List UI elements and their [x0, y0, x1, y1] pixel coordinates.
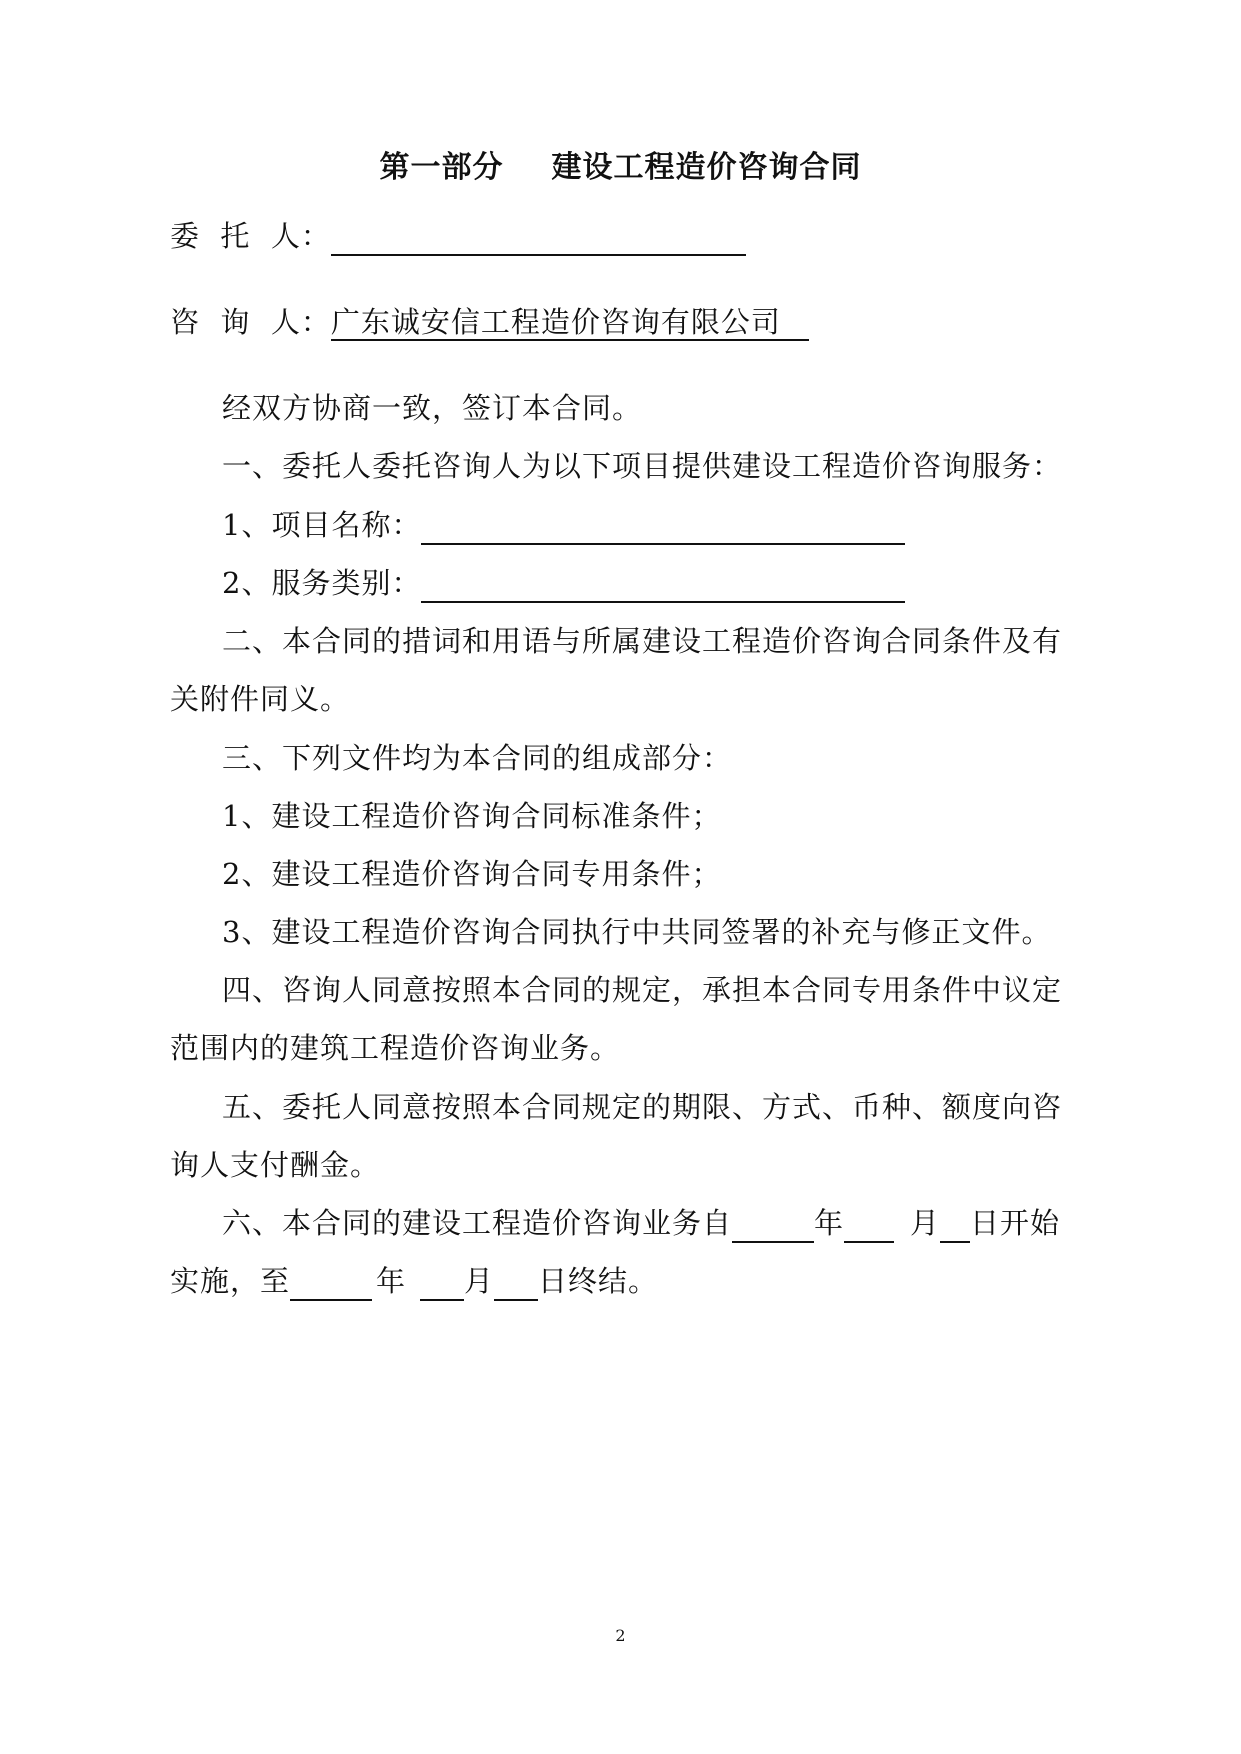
clause-1: 一、委托人委托咨询人为以下项目提供建设工程造价咨询服务： [222, 449, 1063, 483]
clause-6-line-2-prefix: 实施，至 [170, 1264, 291, 1298]
intro-text: 经双方协商一致，签订本合同。 [222, 391, 643, 425]
consultant-line [170, 302, 809, 342]
end-month-label: 月 [464, 1264, 495, 1298]
clause-6-prefix: 六、本合同的建设工程造价咨询业务自 [222, 1206, 733, 1240]
end-month-blank [420, 1271, 464, 1301]
clause-6-line-1 [222, 1203, 1060, 1243]
document-title [0, 142, 1241, 186]
clause-6-end-suffix: 日终结。 [538, 1264, 659, 1298]
end-year-label: 年 [376, 1264, 407, 1298]
end-day-blank [494, 1271, 538, 1301]
title-part: 第一部分 [379, 150, 504, 185]
clause-5-line-1: 五、委托人同意按照本合同规定的期限、方式、币种、额度向咨 [222, 1090, 1063, 1124]
consultant-label: 咨 询 人： [170, 305, 331, 339]
clause-4-line-2: 范围内的建筑工程造价咨询业务。 [170, 1031, 621, 1065]
service-type-line [222, 563, 905, 603]
start-month-label: 月 [910, 1206, 941, 1240]
page-number: 2 [615, 1626, 626, 1645]
clause-4-line-1: 四、咨询人同意按照本合同的规定，承担本合同专用条件中议定 [222, 973, 1063, 1007]
start-year-label: 年 [814, 1206, 845, 1240]
clause-3: 三、下列文件均为本合同的组成部分： [222, 741, 733, 775]
service-type-label: 2、服务类别： [222, 566, 422, 600]
project-name-blank [421, 515, 905, 545]
clause-6-line-2 [170, 1261, 658, 1301]
clause-6-start-suffix: 日开始 [970, 1206, 1061, 1240]
clause-3-item-1: 1、建设工程造价咨询合同标准条件； [222, 799, 722, 833]
clause-2-line-1: 二、本合同的措词和用语与所属建设工程造价咨询合同条件及有 [222, 624, 1063, 658]
clause-2-line-2: 关附件同义。 [170, 682, 351, 716]
client-label: 委 托 人： [170, 219, 331, 253]
start-year-blank [732, 1213, 814, 1243]
service-type-blank [421, 573, 905, 603]
project-name-label: 1、项目名称： [222, 508, 422, 542]
project-name-line [222, 505, 905, 545]
clause-5-line-2: 询人支付酬金。 [170, 1148, 381, 1182]
consultant-value: 广东诚安信工程造价咨询有限公司 [331, 305, 809, 341]
clause-3-item-3: 3、建设工程造价咨询合同执行中共同签署的补充与修正文件。 [222, 915, 1052, 949]
clause-3-item-2: 2、建设工程造价咨询合同专用条件； [222, 857, 722, 891]
end-year-blank [290, 1271, 372, 1301]
start-month-blank [844, 1213, 894, 1243]
title-main: 建设工程造价咨询合同 [551, 150, 862, 185]
client-line [170, 216, 746, 256]
client-blank [331, 226, 746, 256]
start-day-blank [940, 1213, 970, 1243]
